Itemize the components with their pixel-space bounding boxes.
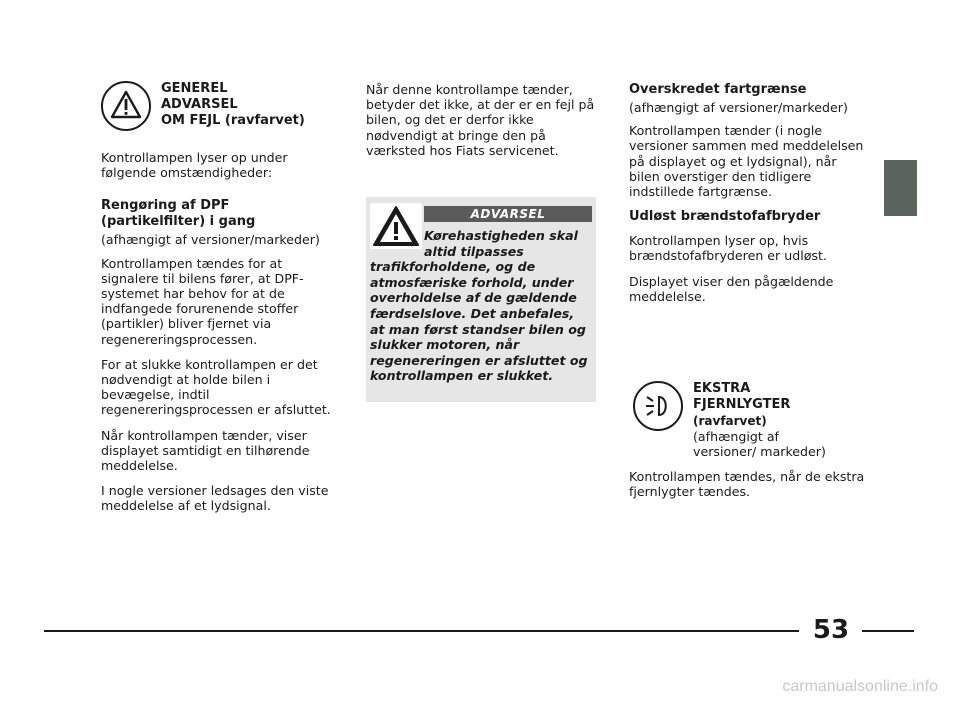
right-column: [629, 82, 869, 314]
warning-text: [370, 228, 592, 384]
dpf-subheading: (afhængigt af versioner/markeder): [101, 232, 320, 248]
dpf-paragraph-3: Når kontrollampen tænder, viser displayet samtidigt en tilhørende meddelelse.: [101, 427, 310, 474]
intro-text: Kontrollampen lyser op under følgende omstændigheder:: [101, 150, 288, 181]
title-line: OM FEJL (ravfarvet): [161, 113, 305, 128]
title-line: FJERNLYGTER: [693, 397, 791, 412]
warning-box: [366, 197, 596, 402]
left-column: [101, 150, 331, 524]
section-tab: [884, 160, 917, 216]
extra-high-beam-title: [693, 381, 863, 459]
auxiliary-high-beam-icon: [633, 381, 683, 431]
footer-rule: [862, 630, 914, 632]
page-number: 53: [812, 615, 850, 645]
title-line: ADVARSEL: [161, 97, 238, 112]
warning-text-first: Kørehastigheden skal altid tilpasses: [424, 228, 578, 259]
warning-text-rest: trafikforholdene, og de atmosfæriske forhold, under overholdelse af de gældende færdselslove. Det anbefales, at man først standser bilen og slukker motoren, når regenereringen er afsluttet og kontrollampen er slukket.: [370, 259, 588, 384]
dpf-paragraph-4: I nogle versioner ledsages den viste meddelelse af et lydsignal.: [101, 483, 329, 514]
speed-text: Kontrollampen tænder (i nogle versioner sammen med meddelelsen på displayet og et lydsignal), når bilen overstiger den tidligere indstillede fartgrænse.: [629, 123, 864, 200]
extra-high-beam-text: Kontrollampen tændes, når de ekstra fjernlygter tændes.: [629, 469, 865, 500]
speed-subheading: (afhængigt af versioner/markeder): [629, 100, 848, 115]
middle-column: [366, 82, 598, 168]
fuel-text: Kontrollampen lyser op, hvis brændstofafbryderen er udløst.: [629, 233, 827, 264]
speed-heading: Overskredet fartgrænse: [629, 82, 807, 97]
watermark: carmanualsonline.info: [782, 678, 938, 695]
dpf-paragraph-2: For at slukke kontrollampen er det nødvendigt at holde bilen i bevægelse, indtil regenereringsprocessen er afsluttet.: [101, 356, 331, 418]
color-note: (ravfarvet): [693, 414, 767, 428]
warning-label: ADVARSEL: [424, 206, 592, 222]
dpf-paragraph-1: Kontrollampen tændes for at signalere til bilens fører, at DPF-systemet har behov for at de indfangede forurenende stoffer (partikler) bliver fjernet via regenereringsprocessen.: [101, 255, 304, 347]
variant-note: (afhængigt af versioner/ markeder): [693, 429, 826, 459]
fuel-heading: Udløst brændstofafbryder: [629, 209, 821, 225]
dpf-heading: Rengøring af DPF (partikelfilter) i gang: [101, 198, 256, 230]
middle-paragraph: Når denne kontrollampe tænder, betyder det ikke, at der er en fejl på bilen, og det er derfor ikke nødvendigt at bringe den på værksted hos Fiats servicenet.: [366, 82, 595, 158]
general-warning-title: [161, 81, 341, 129]
footer-rule: [44, 630, 799, 632]
extra-high-beam-column: [629, 469, 869, 509]
title-line: EKSTRA: [693, 381, 751, 396]
fuel-display-text: Displayet viser den pågældende meddelelse.: [629, 273, 834, 304]
title-line: GENEREL: [161, 81, 228, 96]
general-warning-icon: [101, 81, 151, 131]
